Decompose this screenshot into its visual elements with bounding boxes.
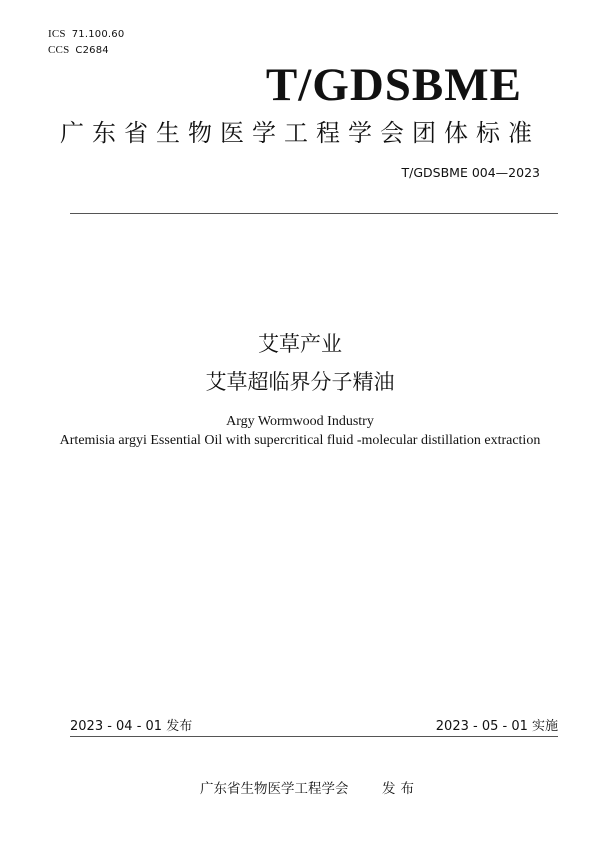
ics-value: 71.100.60 (71, 29, 125, 40)
publish-label: 发布 (382, 781, 419, 797)
title-chinese-line-1: 艾草产业 (258, 332, 342, 356)
title-english-line-1: Argy Wormwood Industry (226, 414, 374, 429)
publisher-name: 广东省生物医学工程学会 (200, 781, 349, 797)
ccs-label: CCS (48, 44, 70, 56)
standard-number: T/GDSBME 004—2023 (401, 165, 540, 180)
implementation-date: 2023 - 05 - 01 实施 (435, 719, 558, 734)
organization-code: T/GDSBME (265, 59, 522, 111)
ccs-value: C2684 (75, 45, 109, 56)
header-divider (70, 213, 558, 214)
ics-label: ICS (48, 28, 66, 40)
ccs-code (48, 44, 109, 56)
issue-date: 2023 - 04 - 01 发布 (70, 719, 193, 734)
footer-divider (70, 736, 558, 737)
organization-standard-name: 广东省生物医学工程学会团体标准 (60, 119, 540, 147)
title-english-line-2: Artemisia argyi Essential Oil with supercritical fluid -molecular distillation extraction (59, 433, 541, 448)
ics-code (48, 28, 124, 40)
title-chinese-line-2: 艾草超临界分子精油 (205, 370, 395, 394)
